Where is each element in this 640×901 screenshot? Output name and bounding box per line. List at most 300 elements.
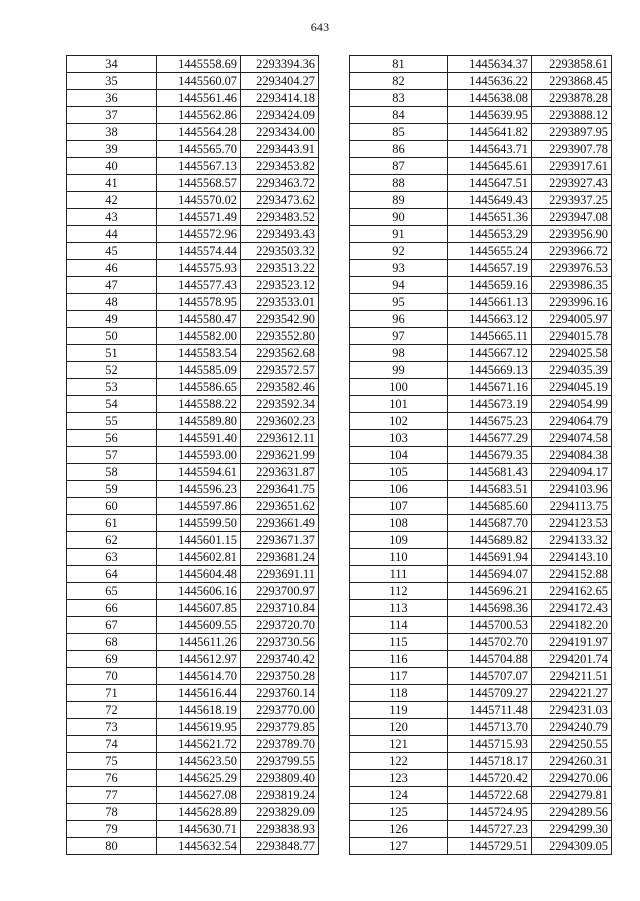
x-coordinate-cell: 1445580.47 bbox=[157, 311, 241, 328]
point-number-cell: 102 bbox=[350, 413, 448, 430]
point-number-cell: 69 bbox=[67, 651, 157, 668]
x-coordinate-cell: 1445561.46 bbox=[157, 90, 241, 107]
y-coordinate-cell: 2294025.58 bbox=[532, 345, 612, 362]
y-coordinate-cell: 2294005.97 bbox=[532, 311, 612, 328]
table-row bbox=[67, 821, 319, 838]
point-number-cell: 121 bbox=[350, 736, 448, 753]
y-coordinate-cell: 2293572.57 bbox=[241, 362, 319, 379]
point-number-cell: 39 bbox=[67, 141, 157, 158]
y-coordinate-cell: 2293750.28 bbox=[241, 668, 319, 685]
point-number-cell: 78 bbox=[67, 804, 157, 821]
table-row bbox=[350, 260, 612, 277]
table-row bbox=[350, 498, 612, 515]
y-coordinate-cell: 2293710.84 bbox=[241, 600, 319, 617]
x-coordinate-cell: 1445570.02 bbox=[157, 192, 241, 209]
table-row bbox=[67, 226, 319, 243]
x-coordinate-cell: 1445729.51 bbox=[448, 838, 532, 855]
y-coordinate-cell: 2293483.52 bbox=[241, 209, 319, 226]
table-body-left bbox=[67, 56, 319, 855]
table-row bbox=[67, 124, 319, 141]
x-coordinate-cell: 1445567.13 bbox=[157, 158, 241, 175]
table-row bbox=[350, 311, 612, 328]
table-row bbox=[67, 702, 319, 719]
x-coordinate-cell: 1445647.51 bbox=[448, 175, 532, 192]
table-row bbox=[350, 634, 612, 651]
y-coordinate-cell: 2293779.85 bbox=[241, 719, 319, 736]
point-number-cell: 111 bbox=[350, 566, 448, 583]
x-coordinate-cell: 1445628.89 bbox=[157, 804, 241, 821]
table-row bbox=[67, 481, 319, 498]
table-row bbox=[350, 328, 612, 345]
table-row bbox=[67, 328, 319, 345]
table-row bbox=[350, 668, 612, 685]
point-number-cell: 117 bbox=[350, 668, 448, 685]
table-row bbox=[67, 600, 319, 617]
table-row bbox=[350, 617, 612, 634]
table-row bbox=[67, 651, 319, 668]
table-row bbox=[350, 124, 612, 141]
y-coordinate-cell: 2293809.40 bbox=[241, 770, 319, 787]
point-number-cell: 119 bbox=[350, 702, 448, 719]
x-coordinate-cell: 1445675.23 bbox=[448, 413, 532, 430]
y-coordinate-cell: 2294162.65 bbox=[532, 583, 612, 600]
table-row bbox=[350, 821, 612, 838]
y-coordinate-cell: 2293681.24 bbox=[241, 549, 319, 566]
y-coordinate-cell: 2293473.62 bbox=[241, 192, 319, 209]
point-number-cell: 61 bbox=[67, 515, 157, 532]
table-row bbox=[350, 277, 612, 294]
table-row bbox=[67, 770, 319, 787]
table-row bbox=[350, 107, 612, 124]
table-row bbox=[67, 243, 319, 260]
x-coordinate-cell: 1445577.43 bbox=[157, 277, 241, 294]
y-coordinate-cell: 2293730.56 bbox=[241, 634, 319, 651]
table-row bbox=[67, 192, 319, 209]
x-coordinate-cell: 1445602.81 bbox=[157, 549, 241, 566]
x-coordinate-cell: 1445612.97 bbox=[157, 651, 241, 668]
x-coordinate-cell: 1445616.44 bbox=[157, 685, 241, 702]
y-coordinate-cell: 2294143.10 bbox=[532, 549, 612, 566]
x-coordinate-cell: 1445687.70 bbox=[448, 515, 532, 532]
x-coordinate-cell: 1445609.55 bbox=[157, 617, 241, 634]
table-row bbox=[350, 294, 612, 311]
point-number-cell: 72 bbox=[67, 702, 157, 719]
point-number-cell: 58 bbox=[67, 464, 157, 481]
x-coordinate-cell: 1445606.16 bbox=[157, 583, 241, 600]
x-coordinate-cell: 1445704.88 bbox=[448, 651, 532, 668]
x-coordinate-cell: 1445711.48 bbox=[448, 702, 532, 719]
point-number-cell: 70 bbox=[67, 668, 157, 685]
point-number-cell: 100 bbox=[350, 379, 448, 396]
point-number-cell: 97 bbox=[350, 328, 448, 345]
table-row bbox=[67, 430, 319, 447]
point-number-cell: 107 bbox=[350, 498, 448, 515]
y-coordinate-cell: 2294260.31 bbox=[532, 753, 612, 770]
point-number-cell: 90 bbox=[350, 209, 448, 226]
x-coordinate-cell: 1445685.60 bbox=[448, 498, 532, 515]
point-number-cell: 45 bbox=[67, 243, 157, 260]
table-row bbox=[67, 141, 319, 158]
table-row bbox=[67, 685, 319, 702]
point-number-cell: 113 bbox=[350, 600, 448, 617]
y-coordinate-cell: 2294133.32 bbox=[532, 532, 612, 549]
y-coordinate-cell: 2293868.45 bbox=[532, 73, 612, 90]
x-coordinate-cell: 1445677.29 bbox=[448, 430, 532, 447]
point-number-cell: 44 bbox=[67, 226, 157, 243]
x-coordinate-cell: 1445575.93 bbox=[157, 260, 241, 277]
point-number-cell: 65 bbox=[67, 583, 157, 600]
y-coordinate-cell: 2293937.25 bbox=[532, 192, 612, 209]
point-number-cell: 60 bbox=[67, 498, 157, 515]
x-coordinate-cell: 1445586.65 bbox=[157, 379, 241, 396]
point-number-cell: 105 bbox=[350, 464, 448, 481]
x-coordinate-cell: 1445614.70 bbox=[157, 668, 241, 685]
point-number-cell: 51 bbox=[67, 345, 157, 362]
table-row bbox=[350, 226, 612, 243]
y-coordinate-cell: 2294054.99 bbox=[532, 396, 612, 413]
y-coordinate-cell: 2293691.11 bbox=[241, 566, 319, 583]
y-coordinate-cell: 2293434.00 bbox=[241, 124, 319, 141]
y-coordinate-cell: 2294240.79 bbox=[532, 719, 612, 736]
point-number-cell: 47 bbox=[67, 277, 157, 294]
y-coordinate-cell: 2293414.18 bbox=[241, 90, 319, 107]
y-coordinate-cell: 2294094.17 bbox=[532, 464, 612, 481]
point-number-cell: 57 bbox=[67, 447, 157, 464]
y-coordinate-cell: 2293897.95 bbox=[532, 124, 612, 141]
y-coordinate-cell: 2294309.05 bbox=[532, 838, 612, 855]
y-coordinate-cell: 2293700.97 bbox=[241, 583, 319, 600]
point-number-cell: 89 bbox=[350, 192, 448, 209]
point-number-cell: 83 bbox=[350, 90, 448, 107]
x-coordinate-cell: 1445630.71 bbox=[157, 821, 241, 838]
table-row bbox=[67, 277, 319, 294]
x-coordinate-cell: 1445582.00 bbox=[157, 328, 241, 345]
y-coordinate-cell: 2293838.93 bbox=[241, 821, 319, 838]
point-number-cell: 56 bbox=[67, 430, 157, 447]
y-coordinate-cell: 2293888.12 bbox=[532, 107, 612, 124]
point-number-cell: 98 bbox=[350, 345, 448, 362]
y-coordinate-cell: 2294123.53 bbox=[532, 515, 612, 532]
x-coordinate-cell: 1445627.08 bbox=[157, 787, 241, 804]
x-coordinate-cell: 1445601.15 bbox=[157, 532, 241, 549]
y-coordinate-cell: 2293592.34 bbox=[241, 396, 319, 413]
table-row bbox=[350, 532, 612, 549]
point-number-cell: 37 bbox=[67, 107, 157, 124]
x-coordinate-cell: 1445691.94 bbox=[448, 549, 532, 566]
x-coordinate-cell: 1445565.70 bbox=[157, 141, 241, 158]
x-coordinate-cell: 1445585.09 bbox=[157, 362, 241, 379]
y-coordinate-cell: 2293986.35 bbox=[532, 277, 612, 294]
point-number-cell: 110 bbox=[350, 549, 448, 566]
x-coordinate-cell: 1445571.49 bbox=[157, 209, 241, 226]
table-row bbox=[67, 311, 319, 328]
table-row bbox=[350, 651, 612, 668]
table-row bbox=[350, 243, 612, 260]
point-number-cell: 74 bbox=[67, 736, 157, 753]
y-coordinate-cell: 2294201.74 bbox=[532, 651, 612, 668]
x-coordinate-cell: 1445623.50 bbox=[157, 753, 241, 770]
y-coordinate-cell: 2293621.99 bbox=[241, 447, 319, 464]
table-row bbox=[67, 583, 319, 600]
table-row bbox=[67, 260, 319, 277]
y-coordinate-cell: 2294172.43 bbox=[532, 600, 612, 617]
point-number-cell: 93 bbox=[350, 260, 448, 277]
point-number-cell: 73 bbox=[67, 719, 157, 736]
point-number-cell: 42 bbox=[67, 192, 157, 209]
point-number-cell: 38 bbox=[67, 124, 157, 141]
table-row bbox=[67, 362, 319, 379]
x-coordinate-cell: 1445645.61 bbox=[448, 158, 532, 175]
y-coordinate-cell: 2294231.03 bbox=[532, 702, 612, 719]
table-row bbox=[67, 498, 319, 515]
table-row bbox=[67, 294, 319, 311]
point-number-cell: 84 bbox=[350, 107, 448, 124]
point-number-cell: 49 bbox=[67, 311, 157, 328]
table-row bbox=[67, 753, 319, 770]
point-number-cell: 82 bbox=[350, 73, 448, 90]
y-coordinate-cell: 2293394.36 bbox=[241, 56, 319, 73]
point-number-cell: 71 bbox=[67, 685, 157, 702]
x-coordinate-cell: 1445625.29 bbox=[157, 770, 241, 787]
table-row bbox=[67, 838, 319, 855]
coordinates-table-right bbox=[349, 55, 612, 855]
point-number-cell: 66 bbox=[67, 600, 157, 617]
table-row bbox=[350, 515, 612, 532]
y-coordinate-cell: 2293760.14 bbox=[241, 685, 319, 702]
y-coordinate-cell: 2293770.00 bbox=[241, 702, 319, 719]
point-number-cell: 108 bbox=[350, 515, 448, 532]
point-number-cell: 52 bbox=[67, 362, 157, 379]
y-coordinate-cell: 2294103.96 bbox=[532, 481, 612, 498]
point-number-cell: 94 bbox=[350, 277, 448, 294]
table-row bbox=[350, 464, 612, 481]
x-coordinate-cell: 1445632.54 bbox=[157, 838, 241, 855]
y-coordinate-cell: 2293720.70 bbox=[241, 617, 319, 634]
x-coordinate-cell: 1445713.70 bbox=[448, 719, 532, 736]
x-coordinate-cell: 1445641.82 bbox=[448, 124, 532, 141]
x-coordinate-cell: 1445653.29 bbox=[448, 226, 532, 243]
x-coordinate-cell: 1445568.57 bbox=[157, 175, 241, 192]
point-number-cell: 99 bbox=[350, 362, 448, 379]
table-row bbox=[350, 430, 612, 447]
table-row bbox=[350, 175, 612, 192]
y-coordinate-cell: 2293661.49 bbox=[241, 515, 319, 532]
table-row bbox=[67, 90, 319, 107]
y-coordinate-cell: 2294191.97 bbox=[532, 634, 612, 651]
y-coordinate-cell: 2294113.75 bbox=[532, 498, 612, 515]
x-coordinate-cell: 1445709.27 bbox=[448, 685, 532, 702]
point-number-cell: 80 bbox=[67, 838, 157, 855]
x-coordinate-cell: 1445611.26 bbox=[157, 634, 241, 651]
x-coordinate-cell: 1445618.19 bbox=[157, 702, 241, 719]
table-row bbox=[350, 396, 612, 413]
y-coordinate-cell: 2293848.77 bbox=[241, 838, 319, 855]
x-coordinate-cell: 1445562.86 bbox=[157, 107, 241, 124]
point-number-cell: 48 bbox=[67, 294, 157, 311]
point-number-cell: 87 bbox=[350, 158, 448, 175]
table-row bbox=[350, 141, 612, 158]
point-number-cell: 59 bbox=[67, 481, 157, 498]
x-coordinate-cell: 1445578.95 bbox=[157, 294, 241, 311]
point-number-cell: 75 bbox=[67, 753, 157, 770]
table-row bbox=[350, 770, 612, 787]
y-coordinate-cell: 2293404.27 bbox=[241, 73, 319, 90]
point-number-cell: 67 bbox=[67, 617, 157, 634]
y-coordinate-cell: 2293641.75 bbox=[241, 481, 319, 498]
y-coordinate-cell: 2293651.62 bbox=[241, 498, 319, 515]
table-body-right bbox=[350, 56, 612, 855]
point-number-cell: 106 bbox=[350, 481, 448, 498]
point-number-cell: 41 bbox=[67, 175, 157, 192]
x-coordinate-cell: 1445698.36 bbox=[448, 600, 532, 617]
x-coordinate-cell: 1445669.13 bbox=[448, 362, 532, 379]
x-coordinate-cell: 1445639.95 bbox=[448, 107, 532, 124]
x-coordinate-cell: 1445591.40 bbox=[157, 430, 241, 447]
point-number-cell: 50 bbox=[67, 328, 157, 345]
point-number-cell: 104 bbox=[350, 447, 448, 464]
point-number-cell: 101 bbox=[350, 396, 448, 413]
point-number-cell: 122 bbox=[350, 753, 448, 770]
point-number-cell: 123 bbox=[350, 770, 448, 787]
x-coordinate-cell: 1445597.86 bbox=[157, 498, 241, 515]
table-row bbox=[67, 158, 319, 175]
x-coordinate-cell: 1445707.07 bbox=[448, 668, 532, 685]
y-coordinate-cell: 2294221.27 bbox=[532, 685, 612, 702]
y-coordinate-cell: 2294084.38 bbox=[532, 447, 612, 464]
y-coordinate-cell: 2294045.19 bbox=[532, 379, 612, 396]
y-coordinate-cell: 2293966.72 bbox=[532, 243, 612, 260]
table-row bbox=[67, 668, 319, 685]
table-row bbox=[67, 345, 319, 362]
y-coordinate-cell: 2293612.11 bbox=[241, 430, 319, 447]
table-row bbox=[67, 515, 319, 532]
table-row bbox=[350, 753, 612, 770]
point-number-cell: 92 bbox=[350, 243, 448, 260]
x-coordinate-cell: 1445657.19 bbox=[448, 260, 532, 277]
point-number-cell: 95 bbox=[350, 294, 448, 311]
x-coordinate-cell: 1445634.37 bbox=[448, 56, 532, 73]
point-number-cell: 126 bbox=[350, 821, 448, 838]
y-coordinate-cell: 2293789.70 bbox=[241, 736, 319, 753]
y-coordinate-cell: 2293996.16 bbox=[532, 294, 612, 311]
y-coordinate-cell: 2294279.81 bbox=[532, 787, 612, 804]
y-coordinate-cell: 2293858.61 bbox=[532, 56, 612, 73]
y-coordinate-cell: 2293956.90 bbox=[532, 226, 612, 243]
x-coordinate-cell: 1445702.70 bbox=[448, 634, 532, 651]
y-coordinate-cell: 2294074.58 bbox=[532, 430, 612, 447]
table-row bbox=[350, 345, 612, 362]
x-coordinate-cell: 1445649.43 bbox=[448, 192, 532, 209]
x-coordinate-cell: 1445681.43 bbox=[448, 464, 532, 481]
table-row bbox=[350, 413, 612, 430]
y-coordinate-cell: 2294152.88 bbox=[532, 566, 612, 583]
point-number-cell: 81 bbox=[350, 56, 448, 73]
x-coordinate-cell: 1445720.42 bbox=[448, 770, 532, 787]
y-coordinate-cell: 2293927.43 bbox=[532, 175, 612, 192]
page-number: 643 bbox=[310, 20, 330, 34]
x-coordinate-cell: 1445665.11 bbox=[448, 328, 532, 345]
table-row bbox=[350, 90, 612, 107]
point-number-cell: 85 bbox=[350, 124, 448, 141]
x-coordinate-cell: 1445718.17 bbox=[448, 753, 532, 770]
y-coordinate-cell: 2294211.51 bbox=[532, 668, 612, 685]
x-coordinate-cell: 1445636.22 bbox=[448, 73, 532, 90]
point-number-cell: 55 bbox=[67, 413, 157, 430]
x-coordinate-cell: 1445604.48 bbox=[157, 566, 241, 583]
y-coordinate-cell: 2293463.72 bbox=[241, 175, 319, 192]
x-coordinate-cell: 1445655.24 bbox=[448, 243, 532, 260]
y-coordinate-cell: 2294299.30 bbox=[532, 821, 612, 838]
y-coordinate-cell: 2293513.22 bbox=[241, 260, 319, 277]
x-coordinate-cell: 1445724.95 bbox=[448, 804, 532, 821]
y-coordinate-cell: 2293819.24 bbox=[241, 787, 319, 804]
point-number-cell: 116 bbox=[350, 651, 448, 668]
table-row bbox=[350, 719, 612, 736]
point-number-cell: 115 bbox=[350, 634, 448, 651]
x-coordinate-cell: 1445596.23 bbox=[157, 481, 241, 498]
x-coordinate-cell: 1445583.54 bbox=[157, 345, 241, 362]
point-number-cell: 88 bbox=[350, 175, 448, 192]
y-coordinate-cell: 2293562.68 bbox=[241, 345, 319, 362]
point-number-cell: 114 bbox=[350, 617, 448, 634]
y-coordinate-cell: 2293878.28 bbox=[532, 90, 612, 107]
x-coordinate-cell: 1445696.21 bbox=[448, 583, 532, 600]
table-row bbox=[67, 804, 319, 821]
table-row bbox=[67, 787, 319, 804]
x-coordinate-cell: 1445663.12 bbox=[448, 311, 532, 328]
y-coordinate-cell: 2293493.43 bbox=[241, 226, 319, 243]
point-number-cell: 125 bbox=[350, 804, 448, 821]
table-row bbox=[67, 566, 319, 583]
x-coordinate-cell: 1445667.12 bbox=[448, 345, 532, 362]
point-number-cell: 124 bbox=[350, 787, 448, 804]
table-row bbox=[350, 192, 612, 209]
y-coordinate-cell: 2293453.82 bbox=[241, 158, 319, 175]
point-number-cell: 36 bbox=[67, 90, 157, 107]
table-row bbox=[350, 549, 612, 566]
y-coordinate-cell: 2293947.08 bbox=[532, 209, 612, 226]
point-number-cell: 63 bbox=[67, 549, 157, 566]
point-number-cell: 64 bbox=[67, 566, 157, 583]
y-coordinate-cell: 2293631.87 bbox=[241, 464, 319, 481]
table-row bbox=[350, 787, 612, 804]
y-coordinate-cell: 2293582.46 bbox=[241, 379, 319, 396]
table-row bbox=[350, 566, 612, 583]
coordinates-table-left bbox=[66, 55, 319, 855]
table-row bbox=[350, 56, 612, 73]
point-number-cell: 96 bbox=[350, 311, 448, 328]
y-coordinate-cell: 2293829.09 bbox=[241, 804, 319, 821]
point-number-cell: 86 bbox=[350, 141, 448, 158]
x-coordinate-cell: 1445638.08 bbox=[448, 90, 532, 107]
table-row bbox=[67, 736, 319, 753]
table-row bbox=[67, 617, 319, 634]
y-coordinate-cell: 2294289.56 bbox=[532, 804, 612, 821]
table-row bbox=[67, 532, 319, 549]
table-row bbox=[67, 464, 319, 481]
x-coordinate-cell: 1445588.22 bbox=[157, 396, 241, 413]
point-number-cell: 54 bbox=[67, 396, 157, 413]
point-number-cell: 79 bbox=[67, 821, 157, 838]
x-coordinate-cell: 1445558.69 bbox=[157, 56, 241, 73]
x-coordinate-cell: 1445659.16 bbox=[448, 277, 532, 294]
y-coordinate-cell: 2293523.12 bbox=[241, 277, 319, 294]
point-number-cell: 77 bbox=[67, 787, 157, 804]
y-coordinate-cell: 2293799.55 bbox=[241, 753, 319, 770]
x-coordinate-cell: 1445651.36 bbox=[448, 209, 532, 226]
table-row bbox=[350, 209, 612, 226]
x-coordinate-cell: 1445683.51 bbox=[448, 481, 532, 498]
